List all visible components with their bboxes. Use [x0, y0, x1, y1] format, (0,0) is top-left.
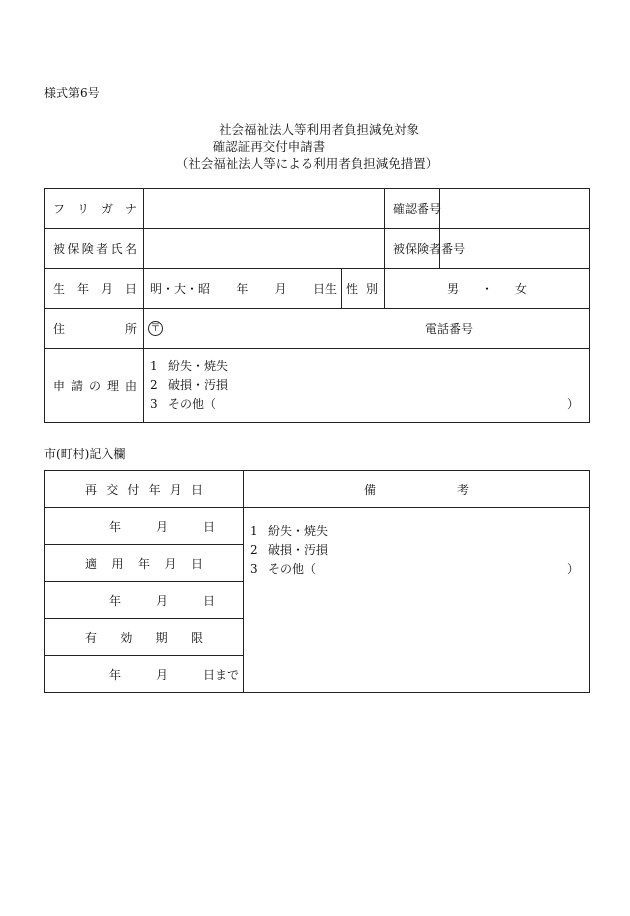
item-close-paren [579, 376, 589, 395]
sex-label: 性 別 [346, 282, 378, 296]
municipal-section-label: 市(町村)記入欄 [44, 447, 126, 461]
item-number: 3 [150, 397, 158, 411]
era-options: 明・大・昭 [150, 282, 211, 296]
application-table [44, 188, 590, 423]
item-text: 紛失・焼失 [168, 359, 229, 373]
list-item[interactable] [150, 357, 589, 376]
title-line-2: 確認証再交付申請書 [212, 139, 326, 154]
item-number: 1 [150, 359, 158, 373]
item-number: 1 [250, 524, 258, 538]
item-number: 3 [250, 562, 258, 576]
sex-male-option[interactable]: 男 [446, 282, 459, 296]
birth-year-unit: 年 [236, 282, 249, 296]
furigana-label-cell [45, 189, 144, 229]
insured-name-label: 被 保 険 者 氏 名 [53, 242, 137, 256]
item-text: 紛失・焼失 [268, 524, 329, 538]
reason-list [144, 357, 589, 414]
item-close-paren [579, 541, 589, 560]
item-close-paren [579, 357, 589, 376]
birthdate-label: 生 年 月 日 [53, 282, 137, 296]
item-close-paren: ） [566, 397, 579, 411]
list-item[interactable] [150, 395, 589, 414]
reissue-date-field[interactable]: 年 月 日 [45, 508, 244, 545]
phone-label: 電話番号 [425, 322, 474, 336]
item-text: 破損・汚損 [168, 378, 229, 392]
list-item[interactable] [250, 560, 589, 579]
furigana-field[interactable] [144, 189, 385, 229]
address-label: 住 所 [53, 322, 137, 336]
municipal-table [44, 470, 590, 693]
item-number: 2 [250, 543, 258, 557]
remarks-list [244, 508, 589, 579]
item-text: 破損・汚損 [268, 543, 329, 557]
item-text: その他（ [268, 562, 317, 576]
title-line-1: 社会福祉法人等利用者負担減免対象 [218, 122, 419, 137]
confirmation-no-label: 確 認 番 号 [393, 202, 442, 216]
form-number: 様式第6号 [44, 86, 100, 100]
insured-no-label: 被 保 険 者 番 号 [393, 242, 466, 256]
remarks-header: 備 考 [364, 482, 469, 497]
sex-female-option[interactable]: 女 [515, 282, 528, 296]
sex-field[interactable] [385, 269, 590, 309]
list-item[interactable] [150, 376, 589, 395]
confirmation-no-field[interactable] [440, 189, 590, 229]
item-close-paren: ） [566, 562, 579, 576]
reason-field[interactable] [144, 349, 590, 423]
address-field[interactable] [144, 309, 590, 349]
item-close-paren [579, 522, 589, 541]
reason-label: 申 請 の 理 由 [53, 379, 137, 393]
reissue-date-label: 再 交 付 年 月 日 [85, 482, 203, 497]
validity-label: 有 効 期 限 [85, 630, 203, 645]
apply-date-field[interactable]: 年 月 日 [45, 582, 244, 619]
birth-day-unit: 日生 [312, 282, 337, 296]
title-line-3: （社会福祉法人等による利用者負担減免措置） [175, 156, 439, 171]
remarks-field[interactable] [244, 508, 590, 693]
list-item[interactable] [250, 522, 589, 541]
confirmation-no-label-cell [385, 189, 440, 229]
furigana-label: フ リ ガ ナ [53, 202, 137, 216]
sex-separator: ・ [480, 282, 493, 296]
item-number: 2 [150, 378, 158, 392]
postal-mark-icon: 〒 [148, 321, 163, 336]
apply-date-label: 適 用 年 月 日 [85, 556, 203, 571]
validity-date-field[interactable]: 年 月 日まで [45, 656, 244, 693]
insured-name-field[interactable] [144, 229, 385, 269]
birthdate-field[interactable] [144, 269, 342, 309]
item-text: その他（ [168, 397, 217, 411]
list-item[interactable] [250, 541, 589, 560]
birth-month-unit: 月 [274, 282, 287, 296]
